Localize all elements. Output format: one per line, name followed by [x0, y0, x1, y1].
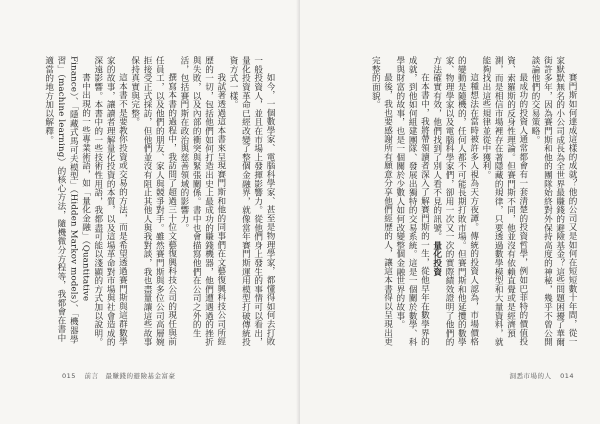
running-head: 前言 最賺錢的避險基金富豪 [84, 372, 176, 380]
page-number: 015 [62, 372, 76, 380]
right-footer [510, 371, 575, 380]
right-page-body [328, 56, 578, 348]
paragraph: 我試著透過這本書來呈現賽門斯和他的同事們在文藝復興科技公司所經歷的一切，包括他們如何打造出史上最成功的賺錢機器，他們遭遇過的挫折與失敗，以及內部的衝突與緊張關係。書中也會描寫他們在公司之外的生活，包括賽門斯在政治與慈善領域的影響力。 [178, 56, 226, 347]
paragraph: 這本書不是要教你投資或交易的方法，而是希望透過賽門斯與這群數學家的故事，讓讀者理解量化投資的本質，以及這場革命對市場與社會造成的深遠影響。本書中的一些技術性用語，我都盡可能以淺顯的方式加以說明。 [92, 56, 128, 347]
bold-phrase: 量化投資 [431, 240, 442, 277]
page-number: 014 [560, 372, 574, 380]
left-page-body [43, 56, 276, 348]
paragraph: 賽門斯如何達成這樣的成就？他的公司又是如何在短短數十年間，從一家默默無名的小公司成長為全世界最賺錢的避險基金？這些問題困擾了華爾街許多年，因為賽門斯和他的團隊始終對外保持高度的神秘，幾乎不曾公開談論他們的交易策略。 [530, 56, 577, 347]
paragraph: 如今，一個數學家、電腦科學家、甚至是物理學家，都懂得如何去打敗一般投資人，並且在市場上發揮影響力。從他們身上發生的事情可以看出，量化投資革命已經改變了整個金融界，就像當年賽門斯運用模型打破傳統投資方式一樣。 [228, 56, 275, 347]
left-footer [62, 371, 176, 380]
paragraph: 這種想法在當時被許多人視為天方夜譚。傳統的投資人認為，市場價格的變動是隨機的，任何人都不可能長期打敗市場。但賽門斯和他延攬的數學家、物理學家以及電腦科學家們，卻用一次又一次的實際績效證明了他們的方法確實有效，他們找到了別人看不見的訊號。量化投資 [431, 56, 479, 347]
paragraph: 最成功的投資人通常都會有一套清楚的投資哲學，例如巴菲特的價值投資、索羅斯的反身性理論。但賽門斯不同，他並沒有依賴直覺或是經濟預測，而是相信市場裡存在著隱藏的規律，只要透過數學模型和大量資料，就能夠找出這些規律並從中獲利。 [480, 56, 528, 347]
paragraph: 在本書中，我將帶領讀者深入了解賽門斯的一生，從他早年在數學界的成就，到他如何組建團隊、發展出獨特的交易系統。這是一個關於數學、科學與財富的故事，也是一個關於少數人如何改變整個金融世界的故事。 [394, 56, 430, 347]
paragraph-closing: 最後，我也要感謝所有願意分享他們經歷的人，讓這本書得以呈現出更完整的面貌。 [370, 56, 393, 346]
paragraph: 撰寫本書的過程中，我訪問了超過三十位文藝復興科技公司的現任與前任員工，以及他們的朋友、家人與競爭對手。雖然賽門斯與多位公司高層婉拒接受正式採訪，但他們並沒有阻止其他人與我對談，我也盡量讓這些故事保持真實與完整。 [129, 56, 177, 347]
paragraph-terms: 書中出現的一些專業術語，如「量化金融」（Quantitative Finance）、「隱藏式馬可夫模型」（Hidden Markov models）、「機器學習」（machine learning）的核心方法，隨機微分方程等，我都會在書中適當的地方加以解釋。 [43, 56, 91, 344]
running-head: 洞悉市場的人 [509, 372, 552, 380]
right-page [300, 0, 600, 424]
